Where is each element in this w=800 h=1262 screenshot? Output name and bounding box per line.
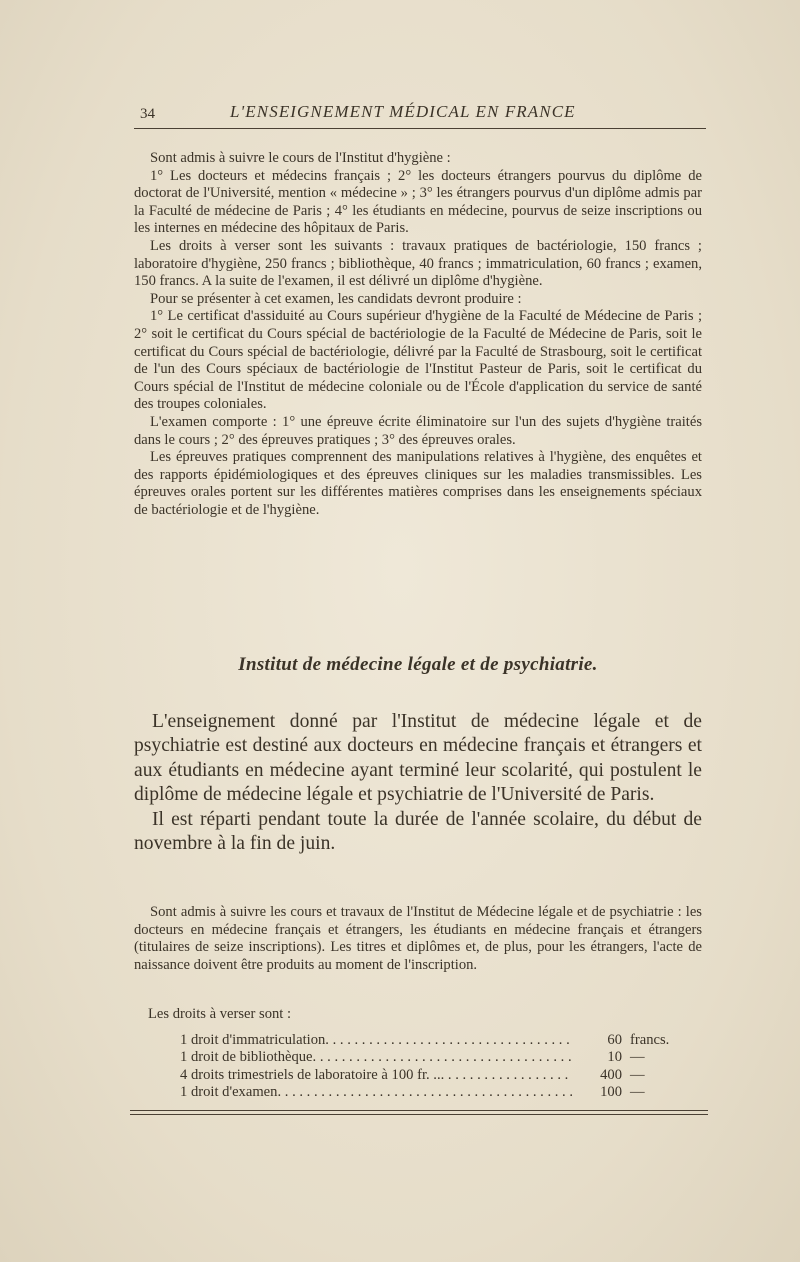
fee-unit: francs. <box>630 1031 670 1048</box>
fee-amount: 10 <box>607 1049 622 1066</box>
hygiene-section-text <box>134 150 702 519</box>
section-title: Institut de médecine légale et de psychiatrie. <box>238 654 598 675</box>
fees-list <box>148 1006 708 1102</box>
dot-leader <box>277 1084 572 1102</box>
admission-text <box>134 904 702 974</box>
dot-leader <box>325 1032 572 1050</box>
paragraph: Sont admis à suivre les cours et travaux de l'Institut de Médecine légale et de psychiatrie : les docteurs en médecine français et étrangers, les étudiants en médecine français et étrangers (titulaires de seize inscriptions). Les titres et diplômes et, de plus, pour les étrangers, l'acte de naissance doivent être produits au moment de l'inscription. <box>134 904 702 973</box>
running-title: L'ENSEIGNEMENT MÉDICAL EN FRANCE <box>230 102 576 121</box>
paragraph: 1° Le certificat d'assiduité au Cours supérieur d'hygiène de la Faculté de Médecine de Paris ; 2° soit le certificat du Cours spécial de bactériologie de la Faculté de Médecine de Paris, soit le certificat du Cours spécial de bactériologie, délivré par la Faculté de Strasbourg, soit le certificat de l'un des Cours spéciaux de bactériologie de l'Institut Pasteur de Paris, soit le certificat du Cours spécial de l'Institut de médecine coloniale ou de l'École d'application du service de santé des troupes coloniales. <box>134 308 702 413</box>
double-rule-bottom <box>130 1114 708 1115</box>
fee-label: 1 droit d'examen <box>180 1084 278 1101</box>
fee-row <box>180 1049 680 1067</box>
fee-label: 4 droits trimestriels de laboratoire à 100 fr. .. <box>180 1066 441 1083</box>
fee-unit: — <box>630 1066 645 1083</box>
paragraph: Les droits à verser sont les suivants : travaux pratiques de bactériologie, 150 francs ; laboratoire d'hygiène, 250 francs ; bibliothèque, 40 francs ; immatriculation, 60 francs ; examen, 150 francs. A la suite de l'examen, il est délivré un diplôme d'hygiène. <box>134 237 702 290</box>
paragraph: Il est réparti pendant toute la durée de l'année scolaire, du début de novembre à la fin de juin. <box>134 808 702 855</box>
paragraph: 1° Les docteurs et médecins français ; 2° les docteurs étrangers pourvus du diplôme de doctorat de l'Université, mention « médecine » ; 3° les étrangers pourvus d'un diplôme admis par la Faculté de médecine de Paris ; 4° les étudiants en médecine, pourvus de seize inscriptions ou les internes en médecine des hôpitaux de Paris. <box>134 167 702 237</box>
fee-unit: — <box>630 1049 645 1066</box>
paragraph: L'enseignement donné par l'Institut de médecine légale et de psychiatrie est destiné aux docteurs en médecine français et étrangers et aux étudiants en médecine ayant terminé leur scolarité, qui postulent le diplôme de médecine légale et psychiatrie de l'Université de Paris. <box>134 711 702 806</box>
double-rule-top <box>130 1110 708 1111</box>
paragraph: Sont admis à suivre le cours de l'Institut d'hygiène : <box>150 150 451 166</box>
fee-row <box>180 1067 680 1085</box>
dot-leader <box>313 1049 572 1067</box>
fee-label: 1 droit de bibliothèque <box>180 1049 313 1066</box>
fee-amount: 400 <box>600 1066 622 1083</box>
institute-intro-text <box>134 710 702 856</box>
page-number: 34 <box>140 106 155 122</box>
page-header <box>134 100 706 129</box>
paragraph: L'examen comporte : 1° une épreuve écrite éliminatoire sur l'un des sujets d'hygiène traités dans le cours ; 2° des épreuves pratiques ; 3° des épreuves orales. <box>134 413 702 448</box>
paragraph: Les épreuves pratiques comprennent des manipulations relatives à l'hygiène, des enquêtes et des rapports épidémiologiques et des épreuves cliniques sur les maladies transmissibles. Les épreuves orales portent sur les différentes matières comprises dans les enseignements spéciaux de bactériologie et de l'hygiène. <box>134 449 702 518</box>
fee-amount: 100 <box>600 1084 622 1101</box>
fee-unit: — <box>630 1084 645 1101</box>
paragraph: Pour se présenter à cet examen, les candidats devront produire : <box>150 290 522 307</box>
fee-label: 1 droit d'immatriculation <box>180 1031 326 1048</box>
fee-row <box>180 1032 680 1050</box>
fee-amount: 60 <box>607 1031 622 1048</box>
dot-leader <box>441 1067 572 1085</box>
fees-intro: Les droits à verser sont : <box>148 1006 292 1022</box>
fee-row <box>180 1084 680 1102</box>
